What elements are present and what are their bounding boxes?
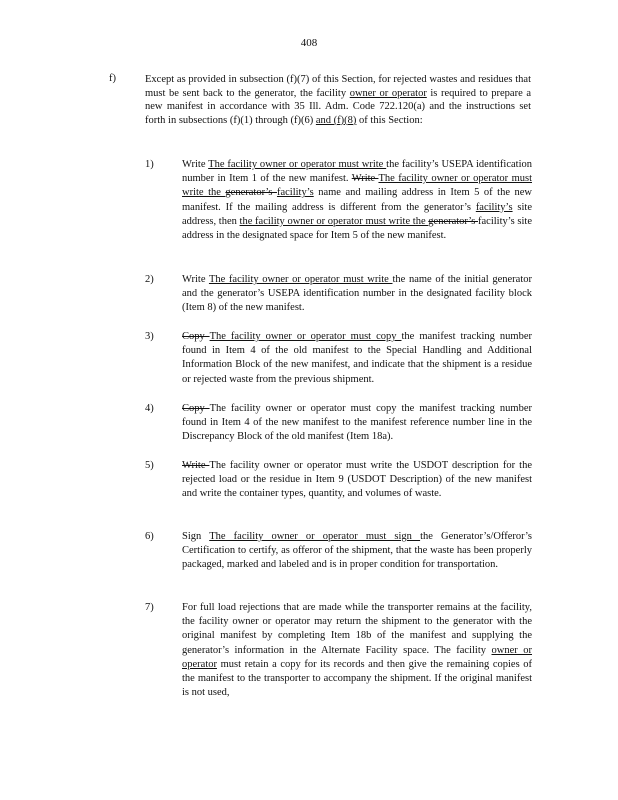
item-number: 6)	[145, 531, 154, 542]
item-text	[182, 459, 532, 502]
text-run: For full load rejections that are made while the transporter remains at the facility, the facility owner or operator may return the shipment to the generator with the original manifest by completing Item 18b of the manifest and supplying the generator’s information in the Alternate Facility space. The facility	[182, 602, 532, 656]
deleted-text: Copy	[182, 403, 210, 414]
deleted-text: generator’s	[428, 215, 478, 227]
item-number: 3)	[145, 331, 154, 342]
text-run: the manifest tracking number found in Item 4 of the old manifest to the Special Handling and Additional Information Block of the new manifest, and indicate that the shipment is a residue or rejected waste from the previous shipment.	[182, 331, 532, 385]
text-run: Sign	[182, 531, 210, 542]
item-number: 1)	[145, 159, 154, 170]
intro-text: Except as provided in subsection (f)(7) of this Section, for rejected wastes and residues that must be sent back to the generator, the facility	[145, 74, 531, 99]
inserted-text: facility’s	[475, 201, 513, 213]
text-run: the name of the initial generator and the generator’s USEPA identification number in the designated facility block (Item 8) of the new manifest.	[182, 274, 532, 314]
text-run: name and mailing address in Item 5 of the new manifest. If the mailing address is different from the generator’s	[182, 187, 532, 213]
text-run: the Generator’s/Offeror’s Certification to certify, as offeror of the shipment, that the waste has been properly packaged, marked and labeled and is in proper condition for transportation.	[182, 531, 533, 571]
inserted-text: owner or operator	[182, 644, 532, 670]
page-number: 408	[300, 37, 318, 49]
intro-text: is required to prepare a new manifest in accordance with 35 Ill. Adm. Code 722.120(a) and the instructions set forth in subsections (f)(1) through (f)(6)	[145, 87, 531, 126]
text-run: the facility’s USEPA identification number in Item 1 of the new manifest.	[182, 159, 533, 185]
inserted-text: The facility owner or operator must sign	[209, 531, 421, 542]
text-run: Write	[182, 274, 209, 285]
deleted-text: Write	[182, 460, 210, 471]
inserted-text: The facility owner or operator must write	[208, 159, 387, 170]
inserted-text: The facility owner or operator must write	[208, 274, 393, 285]
inserted-text: The facility owner or operator must copy	[209, 331, 402, 342]
intro-text: of this Section:	[356, 114, 423, 126]
inserted-text: facility’s	[276, 187, 314, 199]
item-text	[182, 330, 532, 387]
text-run: facility’s site address in the designated space for Item 5 of the new manifest.	[182, 215, 532, 242]
inserted-text: The facility owner or operator must write the	[182, 173, 532, 199]
item-number: 2)	[145, 274, 154, 285]
deleted-text: Copy	[182, 331, 210, 342]
deleted-text: Write	[351, 173, 379, 185]
item-number: 5)	[145, 460, 154, 471]
item-number: 4)	[145, 403, 154, 414]
intro-paragraph	[145, 73, 531, 127]
deleted-text: generator’s	[225, 187, 277, 199]
text-run: The facility owner or operator must write the USDOT description for the rejected load or the residue in Item 9 (USDOT Description) of the new manifest and write the container types, quantity, and volumes of waste.	[182, 460, 532, 500]
item-number: 7)	[145, 602, 154, 613]
intro-inserted-text: owner or operator	[349, 87, 427, 99]
inserted-text: the facility owner or operator must write the	[239, 215, 429, 227]
item-text	[182, 601, 532, 700]
item-text	[182, 402, 532, 445]
item-text	[182, 273, 532, 316]
text-run: The facility owner or operator must copy the manifest tracking number found in Item 4 of the new manifest to the manifest reference number line in the Discrepancy Block of the old manifest (Item 18a).	[182, 403, 532, 443]
text-run: Write	[182, 159, 209, 170]
section-label: f)	[109, 73, 116, 84]
item-text	[182, 158, 532, 243]
text-run: must retain a copy for its records and then give the remaining copies of the manifest to the transporter to accompany the shipment. If the original manifest is not used,	[182, 658, 532, 699]
intro-inserted-text: and (f)(8)	[315, 114, 357, 126]
text-run: site address, then	[182, 201, 532, 227]
item-text	[182, 530, 532, 573]
